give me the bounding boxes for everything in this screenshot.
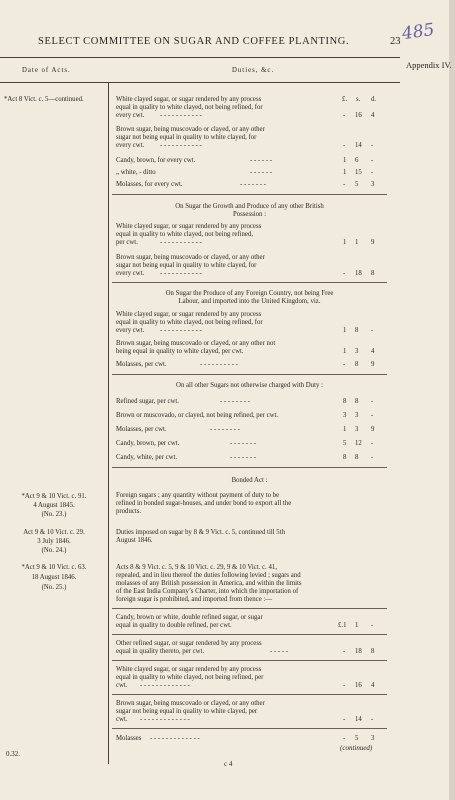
amount-pence: 8 (371, 270, 375, 277)
page-edge (449, 0, 455, 800)
running-title: SELECT COMMITTEE ON SUGAR AND COFFEE PLANTING. (38, 36, 350, 47)
dot-leader: - - - - - - - (230, 440, 257, 447)
duty-line: of the East India Company’s Charter, into which the importation of (116, 588, 299, 595)
amount-pounds: 3 (343, 412, 347, 419)
signature-mark: c 4 (224, 760, 233, 768)
dot-leader: - - - - - - - - - - - (160, 142, 202, 149)
section-separator (112, 694, 387, 695)
amount-shillings: 8 (355, 454, 359, 461)
amount-shillings: 1 (355, 239, 359, 246)
duty-line: Brown or muscovado, or clayed, not being refined, per cwt. (116, 412, 279, 419)
amount-pence: - (371, 716, 374, 723)
dot-leader: - - - - - - - - (210, 426, 241, 433)
duty-line: „ white, - ditto (116, 169, 156, 176)
amount-pence: - (371, 157, 374, 164)
dot-leader: - - - - - - - - (220, 398, 251, 405)
amount-pence: 9 (371, 426, 375, 433)
left-note: (No. 24.) (41, 547, 67, 554)
duty-line: refined in bonded sugar-houses, and under bond to export all the (116, 500, 292, 507)
rule-top (0, 57, 400, 58)
duty-line: Other refined sugar, or sugar rendered by any process (116, 640, 262, 647)
section-heading: On all other Sugars not otherwise charged with Duty : (176, 382, 323, 389)
duty-line: Candy, white, per cwt. (116, 454, 178, 461)
amount-pence: - (371, 412, 374, 419)
amount-pounds: 5 (343, 440, 347, 447)
duty-line: every cwt. (116, 327, 145, 334)
section-separator (112, 634, 387, 635)
section-heading: On Sugar the Produce of any Foreign Country, not being Free (165, 290, 334, 297)
dot-leader: - - - - - - - - - - - - - (140, 682, 190, 689)
amount-pence: - (371, 622, 374, 629)
amount-pence: - (371, 454, 374, 461)
amount-shillings: 3 (355, 426, 359, 433)
dot-leader: - - - - - - (250, 169, 273, 176)
dot-leader: - - - - - - - - - - - (160, 112, 202, 119)
duty-line: repealed, and in lieu thereof the duties following levied ; sugars and (116, 572, 301, 579)
duty-line: White clayed sugar, or sugar rendered by any process (116, 311, 262, 318)
duty-line: Foreign sugars ; any quantity without payment of duty to be (116, 492, 280, 499)
amount-pence: - (371, 440, 374, 447)
amount-pence: 4 (371, 348, 375, 355)
section-heading: Bonded Act : (231, 477, 268, 484)
duty-line: Molasses (116, 735, 142, 742)
amount-pounds: - (343, 112, 346, 119)
amount-pence: - (371, 398, 374, 405)
duty-line: Candy, brown or white, double refined sugar, or sugar (116, 614, 263, 621)
amount-pence: 4 (371, 112, 375, 119)
duty-line: White clayed sugar, or sugar rendered by any process (116, 96, 262, 103)
duty-line: products. (116, 508, 142, 515)
amount-pounds: 1 (343, 327, 347, 334)
amount-pounds: - (343, 361, 346, 368)
amount-shillings: 18 (355, 648, 362, 655)
amount-shillings: 18 (355, 270, 362, 277)
amount-shillings: 14 (355, 716, 362, 723)
dot-leader: - - - - - - - - - - (200, 361, 238, 368)
section-heading: Labour, and imported into the United Kingdom, viz. (178, 298, 321, 305)
duty-line: Molasses, per cwt. (116, 426, 167, 433)
amount-shillings: 8 (355, 361, 359, 368)
amount-shillings: 1 (355, 622, 359, 629)
section-separator (112, 608, 387, 609)
section-separator (112, 374, 387, 375)
amount-pounds: - (343, 181, 346, 188)
dot-leader: - - - - - - - - - - - - - (150, 735, 200, 742)
duty-line: per cwt. (116, 239, 138, 246)
amount-pence: 3 (371, 735, 375, 742)
section-separator (112, 728, 387, 729)
left-note: (No. 23.) (41, 511, 67, 518)
duty-line: Candy, brown, for every cwt. (116, 157, 196, 164)
duty-line: Acts 8 & 9 Vict. c. 5, 9 & 10 Vict. c. 29, 9 & 10 Vict. c. 41, (116, 564, 277, 571)
duty-line: equal in quality to white clayed, not being refined, (116, 231, 254, 238)
amount-pence: 8 (371, 648, 375, 655)
duty-line: equal in quality to double refined, per cwt. (116, 622, 232, 629)
left-note: 18 August 1846. (31, 574, 77, 581)
dot-leader: - - - - - - - - - - - (160, 239, 202, 246)
dot-leader: - - - - - - - - - - - - - (140, 716, 190, 723)
pence-header: d. (371, 96, 377, 103)
duty-line: being equal in quality to white clayed, per cwt. (116, 348, 244, 355)
duty-line: cwt. (116, 682, 128, 689)
amount-pounds: 8 (343, 398, 347, 405)
dot-leader: - - - - - - - (240, 181, 267, 188)
duty-line: foreign sugar is prohibited, and imported from thence :— (116, 596, 273, 603)
left-note: *Act 9 & 10 Vict. c. 91. (21, 493, 87, 500)
dot-leader: - - - - - - (250, 157, 273, 164)
duty-line: equal in quality to white clayed, not being refined, for (116, 319, 263, 326)
rule-under-headers (0, 82, 400, 83)
amount-shillings: 3 (355, 348, 359, 355)
duty-line: Brown sugar, being muscovado or clayed, or any other not (116, 340, 276, 347)
duty-line: White clayed sugar, or sugar rendered by any process (116, 223, 262, 230)
duty-line: Refined sugar, per cwt. (116, 398, 179, 405)
amount-shillings: 16 (355, 682, 362, 689)
duty-line: sugar not being equal in quality to white clayed, for (116, 134, 257, 141)
duty-line: molasses of any British possession in America, and within the limits (116, 580, 302, 587)
duty-line: Brown sugar, being muscovado or clayed, or any other (116, 254, 265, 261)
amount-shillings: 14 (355, 142, 362, 149)
section-separator (112, 282, 387, 283)
left-note: (No. 25.) (41, 584, 67, 591)
section-separator (112, 660, 387, 661)
amount-shillings: 3 (355, 412, 359, 419)
amount-pence: - (371, 142, 374, 149)
amount-pounds: 1 (343, 426, 347, 433)
amount-pence: 9 (371, 239, 375, 246)
dot-leader: - - - - - - - (230, 454, 257, 461)
amount-pounds: 1 (343, 169, 347, 176)
amount-pounds: £.1 (338, 622, 347, 629)
page-number: 23 (390, 36, 401, 47)
pounds-header: £. (342, 96, 348, 103)
appendix-label: Appendix IV. (406, 60, 452, 70)
amount-pence: 4 (371, 682, 375, 689)
amount-shillings: 15 (355, 169, 362, 176)
duty-line: sugar not being equal in quality to white clayed, for (116, 262, 257, 269)
column-header-duties: Duties, &c. (232, 67, 275, 74)
continued-note: (continued) (340, 744, 373, 752)
amount-shillings: 6 (355, 157, 359, 164)
duty-line: White clayed sugar, or sugar rendered by any process (116, 666, 262, 673)
duty-line: Molasses, per cwt. (116, 361, 167, 368)
handwritten-number: 485 (400, 19, 436, 45)
duty-line: every cwt. (116, 142, 145, 149)
dot-leader: - - - - - (270, 648, 289, 655)
amount-pounds: - (343, 735, 346, 742)
duty-line: Candy, brown, per cwt. (116, 440, 180, 447)
duty-line: Brown sugar, being muscovado or clayed, or any other (116, 700, 265, 707)
duty-line: equal in quality thereto, per cwt. (116, 648, 205, 655)
dot-leader: - - - - - - - - - - - (160, 327, 202, 334)
amount-shillings: 5 (355, 735, 359, 742)
amount-pence: - (371, 327, 374, 334)
column-header-date: Date of Acts. (22, 67, 71, 74)
left-note: *Act 9 & 10 Vict. c. 63. (21, 564, 87, 571)
amount-pounds: 8 (343, 454, 347, 461)
amount-pounds: 1 (343, 348, 347, 355)
duty-line: Duties imposed on sugar by 8 & 9 Vict. c. 5, continued till 5th (116, 529, 285, 536)
section-separator (112, 194, 387, 195)
amount-shillings: 16 (355, 112, 362, 119)
shillings-header: s. (356, 96, 361, 103)
section-separator (112, 467, 387, 468)
left-note: 3 July 1846. (37, 538, 71, 545)
amount-shillings: 8 (355, 398, 359, 405)
left-note: 4 August 1845. (33, 502, 75, 509)
duty-line: Molasses, for every cwt. (116, 181, 183, 188)
amount-pence: 9 (371, 361, 375, 368)
amount-shillings: 12 (355, 440, 362, 447)
amount-pence: 3 (371, 181, 375, 188)
left-note: Act 9 & 10 Vict. c. 29. (23, 529, 85, 536)
amount-pounds: - (343, 682, 346, 689)
amount-pounds: 1 (343, 239, 347, 246)
amount-pounds: - (343, 648, 346, 655)
column-divider (108, 82, 109, 764)
duty-line: Brown sugar, being muscovado or clayed, or any other (116, 126, 265, 133)
duty-line: August 1846. (116, 537, 153, 544)
section-heading: On Sugar the Growth and Produce of any other British (175, 203, 324, 210)
duty-line: equal in quality to white clayed, not being refined, for (116, 104, 263, 111)
duty-line: equal in quality to white clayed, not being refined, per (116, 674, 264, 681)
dot-leader: - - - - - - - - - - - (160, 270, 202, 277)
amount-pence: - (371, 169, 374, 176)
amount-shillings: 8 (355, 327, 359, 334)
duty-line: every cwt. (116, 270, 145, 277)
duty-line: sugar not being equal in quality to white clayed, per (116, 708, 258, 715)
amount-pounds: - (343, 142, 346, 149)
duty-line: every cwt. (116, 112, 145, 119)
amount-shillings: 5 (355, 181, 359, 188)
duty-line: cwt. (116, 716, 128, 723)
left-mark: 0.32. (6, 750, 20, 758)
amount-pounds: - (343, 716, 346, 723)
amount-pounds: - (343, 270, 346, 277)
amount-pounds: 1 (343, 157, 347, 164)
section-heading: Possession : (232, 211, 267, 218)
left-note: *Act 8 Vict. c. 5—continued. (4, 96, 84, 103)
